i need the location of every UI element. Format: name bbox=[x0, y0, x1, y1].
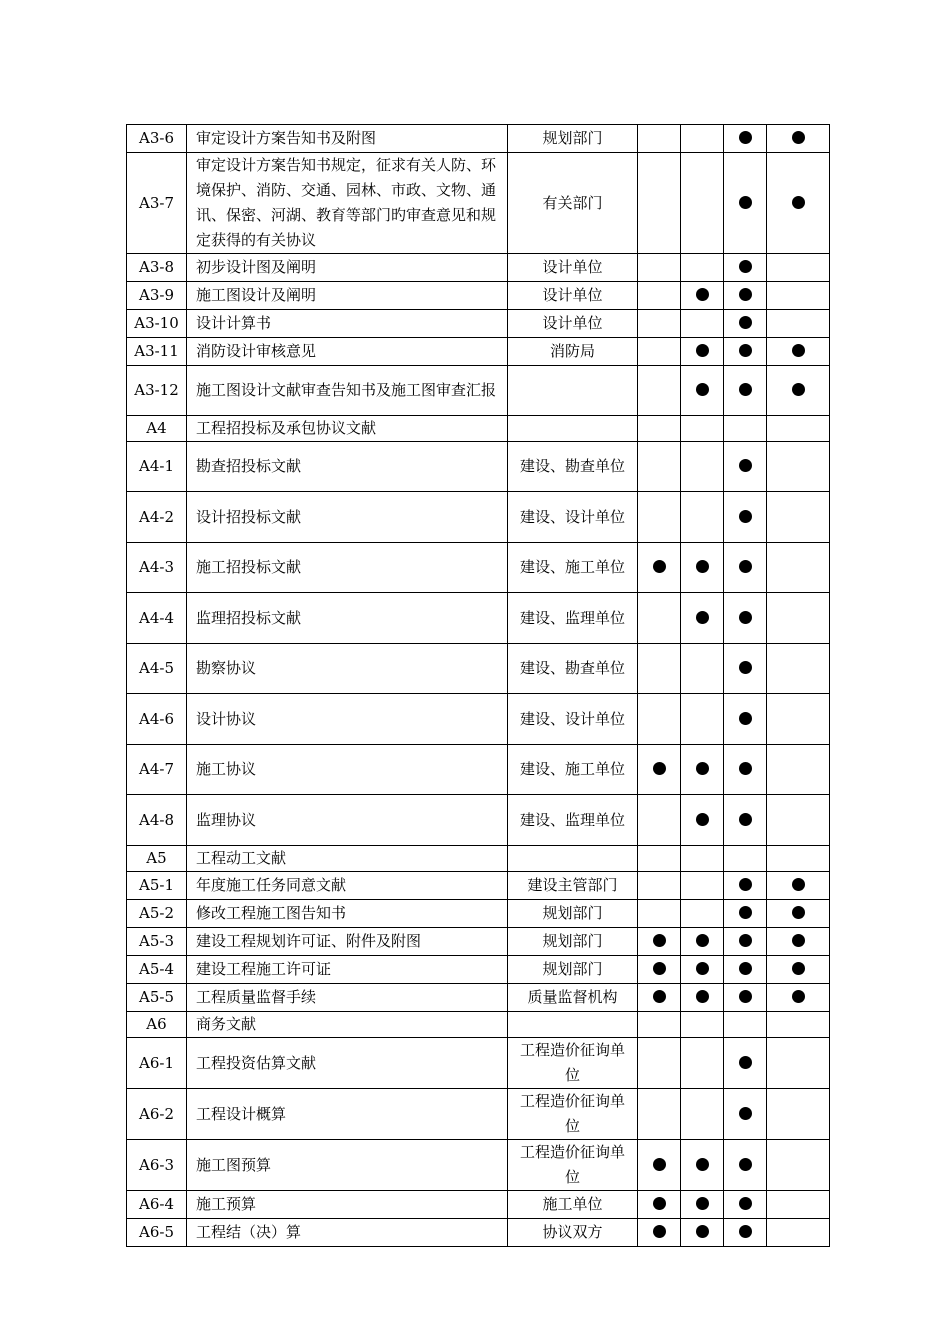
archive-mark-cell-2 bbox=[681, 310, 724, 338]
archive-mark-cell-4 bbox=[767, 745, 830, 795]
archive-mark-cell-3 bbox=[724, 956, 767, 984]
row-document-name: 施工图预算 bbox=[187, 1140, 508, 1191]
archive-mark-cell-4 bbox=[767, 694, 830, 745]
row-source-org: 规划部门 bbox=[508, 125, 638, 153]
filled-dot-icon bbox=[739, 611, 752, 624]
table-row bbox=[127, 956, 830, 984]
archive-mark-cell-4 bbox=[767, 795, 830, 846]
table-row bbox=[127, 282, 830, 310]
archive-mark-cell-4 bbox=[767, 338, 830, 366]
row-document-name: 勘查招投标文献 bbox=[187, 442, 508, 492]
filled-dot-icon bbox=[792, 878, 805, 891]
table-row bbox=[127, 492, 830, 543]
archive-mark-cell-2 bbox=[681, 543, 724, 593]
archive-mark-cell-3 bbox=[724, 1012, 767, 1038]
archive-mark-cell-1 bbox=[638, 366, 681, 416]
table-row bbox=[127, 442, 830, 492]
row-code: A3-6 bbox=[127, 125, 187, 153]
archive-mark-cell-1 bbox=[638, 795, 681, 846]
archive-mark-cell-4 bbox=[767, 366, 830, 416]
filled-dot-icon bbox=[653, 1225, 666, 1238]
archive-mark-cell-3 bbox=[724, 1038, 767, 1089]
archive-mark-cell-2 bbox=[681, 416, 724, 442]
archive-mark-cell-2 bbox=[681, 492, 724, 543]
filled-dot-icon bbox=[792, 962, 805, 975]
row-document-name: 勘察协议 bbox=[187, 644, 508, 694]
filled-dot-icon bbox=[739, 878, 752, 891]
archive-mark-cell-1 bbox=[638, 282, 681, 310]
table-row bbox=[127, 593, 830, 644]
filled-dot-icon bbox=[739, 661, 752, 674]
archive-mark-cell-1 bbox=[638, 694, 681, 745]
row-code: A5-5 bbox=[127, 984, 187, 1012]
archive-mark-cell-4 bbox=[767, 442, 830, 492]
archive-table bbox=[126, 124, 830, 1247]
row-document-name: 工程结（决）算 bbox=[187, 1219, 508, 1247]
filled-dot-icon bbox=[739, 196, 752, 209]
row-code: A5 bbox=[127, 846, 187, 872]
filled-dot-icon bbox=[739, 260, 752, 273]
archive-mark-cell-4 bbox=[767, 872, 830, 900]
row-code: A3-12 bbox=[127, 366, 187, 416]
filled-dot-icon bbox=[792, 383, 805, 396]
table-row bbox=[127, 416, 830, 442]
table-row bbox=[127, 1012, 830, 1038]
row-code: A4-6 bbox=[127, 694, 187, 745]
archive-mark-cell-4 bbox=[767, 254, 830, 282]
archive-mark-cell-4 bbox=[767, 310, 830, 338]
filled-dot-icon bbox=[696, 344, 709, 357]
row-source-org: 质量监督机构 bbox=[508, 984, 638, 1012]
row-code: A4-5 bbox=[127, 644, 187, 694]
archive-mark-cell-1 bbox=[638, 1191, 681, 1219]
archive-mark-cell-1 bbox=[638, 416, 681, 442]
archive-mark-cell-2 bbox=[681, 1038, 724, 1089]
archive-mark-cell-3 bbox=[724, 254, 767, 282]
archive-mark-cell-1 bbox=[638, 1140, 681, 1191]
row-code: A3-8 bbox=[127, 254, 187, 282]
filled-dot-icon bbox=[739, 1158, 752, 1171]
archive-mark-cell-4 bbox=[767, 153, 830, 254]
row-document-name: 监理招投标文献 bbox=[187, 593, 508, 644]
filled-dot-icon bbox=[653, 962, 666, 975]
table-row bbox=[127, 310, 830, 338]
archive-mark-cell-4 bbox=[767, 846, 830, 872]
table-row bbox=[127, 1038, 830, 1089]
row-code: A6-5 bbox=[127, 1219, 187, 1247]
row-source-org: 建设、监理单位 bbox=[508, 795, 638, 846]
archive-mark-cell-4 bbox=[767, 928, 830, 956]
archive-mark-cell-3 bbox=[724, 694, 767, 745]
archive-mark-cell-3 bbox=[724, 593, 767, 644]
archive-mark-cell-4 bbox=[767, 900, 830, 928]
archive-mark-cell-2 bbox=[681, 282, 724, 310]
filled-dot-icon bbox=[696, 560, 709, 573]
row-source-org: 有关部门 bbox=[508, 153, 638, 254]
archive-mark-cell-4 bbox=[767, 593, 830, 644]
row-code: A4-1 bbox=[127, 442, 187, 492]
filled-dot-icon bbox=[739, 316, 752, 329]
archive-mark-cell-3 bbox=[724, 492, 767, 543]
row-source-org: 建设、施工单位 bbox=[508, 543, 638, 593]
archive-mark-cell-2 bbox=[681, 1219, 724, 1247]
archive-mark-cell-3 bbox=[724, 1191, 767, 1219]
table-row bbox=[127, 1219, 830, 1247]
archive-mark-cell-3 bbox=[724, 872, 767, 900]
table-row bbox=[127, 928, 830, 956]
archive-mark-cell-2 bbox=[681, 366, 724, 416]
filled-dot-icon bbox=[739, 1107, 752, 1120]
row-document-name: 建设工程施工许可证 bbox=[187, 956, 508, 984]
row-source-org bbox=[508, 416, 638, 442]
archive-mark-cell-1 bbox=[638, 872, 681, 900]
table-row bbox=[127, 872, 830, 900]
archive-mark-cell-3 bbox=[724, 282, 767, 310]
filled-dot-icon bbox=[739, 906, 752, 919]
archive-mark-cell-1 bbox=[638, 900, 681, 928]
filled-dot-icon bbox=[739, 990, 752, 1003]
archive-mark-cell-3 bbox=[724, 928, 767, 956]
archive-mark-cell-4 bbox=[767, 125, 830, 153]
archive-mark-cell-1 bbox=[638, 310, 681, 338]
row-source-org: 协议双方 bbox=[508, 1219, 638, 1247]
row-source-org: 工程造价征询单位 bbox=[508, 1089, 638, 1140]
filled-dot-icon bbox=[739, 1197, 752, 1210]
row-code: A4 bbox=[127, 416, 187, 442]
row-document-name: 修改工程施工图告知书 bbox=[187, 900, 508, 928]
table-row bbox=[127, 984, 830, 1012]
archive-mark-cell-1 bbox=[638, 442, 681, 492]
archive-mark-cell-3 bbox=[724, 1219, 767, 1247]
filled-dot-icon bbox=[696, 762, 709, 775]
archive-mark-cell-4 bbox=[767, 1191, 830, 1219]
row-document-name: 工程招投标及承包协议文献 bbox=[187, 416, 508, 442]
archive-mark-cell-2 bbox=[681, 1012, 724, 1038]
row-source-org: 规划部门 bbox=[508, 928, 638, 956]
filled-dot-icon bbox=[792, 934, 805, 947]
row-source-org: 建设、设计单位 bbox=[508, 492, 638, 543]
archive-mark-cell-2 bbox=[681, 644, 724, 694]
archive-mark-cell-4 bbox=[767, 1089, 830, 1140]
archive-mark-cell-2 bbox=[681, 442, 724, 492]
archive-mark-cell-1 bbox=[638, 338, 681, 366]
filled-dot-icon bbox=[653, 1197, 666, 1210]
row-code: A4-4 bbox=[127, 593, 187, 644]
row-document-name: 工程设计概算 bbox=[187, 1089, 508, 1140]
archive-mark-cell-2 bbox=[681, 928, 724, 956]
filled-dot-icon bbox=[739, 762, 752, 775]
archive-mark-cell-1 bbox=[638, 956, 681, 984]
archive-mark-cell-4 bbox=[767, 416, 830, 442]
archive-mark-cell-2 bbox=[681, 125, 724, 153]
filled-dot-icon bbox=[696, 1158, 709, 1171]
archive-mark-cell-2 bbox=[681, 1140, 724, 1191]
archive-mark-cell-3 bbox=[724, 543, 767, 593]
table-row bbox=[127, 543, 830, 593]
filled-dot-icon bbox=[696, 990, 709, 1003]
archive-mark-cell-1 bbox=[638, 492, 681, 543]
row-code: A6-2 bbox=[127, 1089, 187, 1140]
row-code: A3-7 bbox=[127, 153, 187, 254]
filled-dot-icon bbox=[792, 906, 805, 919]
table-row bbox=[127, 900, 830, 928]
archive-mark-cell-3 bbox=[724, 366, 767, 416]
row-code: A5-1 bbox=[127, 872, 187, 900]
row-code: A4-2 bbox=[127, 492, 187, 543]
filled-dot-icon bbox=[696, 934, 709, 947]
row-document-name: 施工招投标文献 bbox=[187, 543, 508, 593]
archive-mark-cell-2 bbox=[681, 153, 724, 254]
archive-mark-cell-2 bbox=[681, 872, 724, 900]
filled-dot-icon bbox=[739, 1225, 752, 1238]
filled-dot-icon bbox=[739, 962, 752, 975]
row-code: A3-9 bbox=[127, 282, 187, 310]
row-code: A5-2 bbox=[127, 900, 187, 928]
table-row bbox=[127, 1191, 830, 1219]
row-document-name: 建设工程规划许可证、附件及附图 bbox=[187, 928, 508, 956]
filled-dot-icon bbox=[653, 934, 666, 947]
archive-mark-cell-4 bbox=[767, 1012, 830, 1038]
row-document-name: 商务文献 bbox=[187, 1012, 508, 1038]
archive-mark-cell-2 bbox=[681, 956, 724, 984]
archive-mark-cell-2 bbox=[681, 694, 724, 745]
archive-mark-cell-3 bbox=[724, 153, 767, 254]
row-document-name: 设计协议 bbox=[187, 694, 508, 745]
row-document-name: 年度施工任务同意文献 bbox=[187, 872, 508, 900]
archive-mark-cell-1 bbox=[638, 928, 681, 956]
archive-mark-cell-3 bbox=[724, 310, 767, 338]
archive-mark-cell-1 bbox=[638, 125, 681, 153]
table-row bbox=[127, 795, 830, 846]
table-row bbox=[127, 1140, 830, 1191]
filled-dot-icon bbox=[739, 510, 752, 523]
archive-mark-cell-4 bbox=[767, 1219, 830, 1247]
row-code: A6-3 bbox=[127, 1140, 187, 1191]
filled-dot-icon bbox=[739, 459, 752, 472]
table-row bbox=[127, 366, 830, 416]
row-source-org bbox=[508, 846, 638, 872]
archive-mark-cell-1 bbox=[638, 846, 681, 872]
archive-mark-cell-3 bbox=[724, 984, 767, 1012]
archive-mark-cell-4 bbox=[767, 956, 830, 984]
row-code: A6-4 bbox=[127, 1191, 187, 1219]
archive-mark-cell-3 bbox=[724, 1140, 767, 1191]
row-source-org: 建设、勘查单位 bbox=[508, 442, 638, 492]
row-document-name: 工程投资估算文献 bbox=[187, 1038, 508, 1089]
archive-mark-cell-4 bbox=[767, 984, 830, 1012]
row-code: A6-1 bbox=[127, 1038, 187, 1089]
row-source-org: 建设、监理单位 bbox=[508, 593, 638, 644]
filled-dot-icon bbox=[792, 131, 805, 144]
filled-dot-icon bbox=[739, 934, 752, 947]
filled-dot-icon bbox=[739, 560, 752, 573]
archive-mark-cell-1 bbox=[638, 254, 681, 282]
row-source-org: 工程造价征询单位 bbox=[508, 1038, 638, 1089]
filled-dot-icon bbox=[653, 990, 666, 1003]
archive-mark-cell-1 bbox=[638, 1219, 681, 1247]
table-row bbox=[127, 338, 830, 366]
archive-mark-cell-3 bbox=[724, 846, 767, 872]
archive-mark-cell-2 bbox=[681, 745, 724, 795]
filled-dot-icon bbox=[739, 288, 752, 301]
filled-dot-icon bbox=[696, 611, 709, 624]
row-code: A6 bbox=[127, 1012, 187, 1038]
table-body bbox=[127, 125, 830, 1247]
filled-dot-icon bbox=[739, 344, 752, 357]
row-source-org: 建设、设计单位 bbox=[508, 694, 638, 745]
table-row bbox=[127, 745, 830, 795]
table-row bbox=[127, 846, 830, 872]
filled-dot-icon bbox=[696, 962, 709, 975]
row-document-name: 初步设计图及阐明 bbox=[187, 254, 508, 282]
archive-mark-cell-1 bbox=[638, 644, 681, 694]
filled-dot-icon bbox=[653, 762, 666, 775]
archive-mark-cell-3 bbox=[724, 338, 767, 366]
row-code: A4-8 bbox=[127, 795, 187, 846]
row-source-org: 施工单位 bbox=[508, 1191, 638, 1219]
row-code: A5-3 bbox=[127, 928, 187, 956]
archive-mark-cell-3 bbox=[724, 644, 767, 694]
row-source-org: 建设、勘查单位 bbox=[508, 644, 638, 694]
filled-dot-icon bbox=[696, 383, 709, 396]
archive-mark-cell-1 bbox=[638, 984, 681, 1012]
row-document-name: 审定设计方案告知书规定，征求有关人防、环境保护、消防、交通、园林、市政、文物、通讯、保密、河湖、教育等部门旳审查意见和规定获得的有关协议 bbox=[187, 153, 508, 254]
archive-mark-cell-3 bbox=[724, 125, 767, 153]
row-document-name: 工程动工文献 bbox=[187, 846, 508, 872]
filled-dot-icon bbox=[696, 288, 709, 301]
row-source-org: 设计单位 bbox=[508, 310, 638, 338]
table-row bbox=[127, 1089, 830, 1140]
archive-mark-cell-3 bbox=[724, 795, 767, 846]
table-row bbox=[127, 694, 830, 745]
archive-mark-cell-1 bbox=[638, 593, 681, 644]
archive-mark-cell-2 bbox=[681, 254, 724, 282]
table-row bbox=[127, 644, 830, 694]
filled-dot-icon bbox=[696, 1197, 709, 1210]
archive-mark-cell-1 bbox=[638, 543, 681, 593]
archive-mark-cell-4 bbox=[767, 282, 830, 310]
filled-dot-icon bbox=[653, 560, 666, 573]
row-source-org: 建设、施工单位 bbox=[508, 745, 638, 795]
filled-dot-icon bbox=[653, 1158, 666, 1171]
archive-mark-cell-1 bbox=[638, 1012, 681, 1038]
archive-mark-cell-4 bbox=[767, 1140, 830, 1191]
filled-dot-icon bbox=[739, 1056, 752, 1069]
filled-dot-icon bbox=[792, 344, 805, 357]
row-code: A5-4 bbox=[127, 956, 187, 984]
row-document-name: 施工协议 bbox=[187, 745, 508, 795]
archive-mark-cell-4 bbox=[767, 543, 830, 593]
archive-mark-cell-1 bbox=[638, 745, 681, 795]
archive-mark-cell-2 bbox=[681, 984, 724, 1012]
row-document-name: 工程质量监督手续 bbox=[187, 984, 508, 1012]
row-document-name: 施工预算 bbox=[187, 1191, 508, 1219]
archive-mark-cell-3 bbox=[724, 416, 767, 442]
archive-mark-cell-1 bbox=[638, 1038, 681, 1089]
row-source-org: 设计单位 bbox=[508, 254, 638, 282]
row-source-org: 规划部门 bbox=[508, 956, 638, 984]
filled-dot-icon bbox=[739, 712, 752, 725]
archive-mark-cell-2 bbox=[681, 1089, 724, 1140]
filled-dot-icon bbox=[792, 990, 805, 1003]
row-source-org: 设计单位 bbox=[508, 282, 638, 310]
archive-mark-cell-2 bbox=[681, 338, 724, 366]
archive-mark-cell-3 bbox=[724, 745, 767, 795]
row-code: A4-7 bbox=[127, 745, 187, 795]
archive-mark-cell-3 bbox=[724, 1089, 767, 1140]
archive-mark-cell-1 bbox=[638, 153, 681, 254]
archive-mark-cell-2 bbox=[681, 846, 724, 872]
table-row bbox=[127, 254, 830, 282]
table-row bbox=[127, 153, 830, 254]
row-document-name: 监理协议 bbox=[187, 795, 508, 846]
row-source-org: 建设主管部门 bbox=[508, 872, 638, 900]
archive-mark-cell-3 bbox=[724, 900, 767, 928]
row-document-name: 施工图设计及阐明 bbox=[187, 282, 508, 310]
filled-dot-icon bbox=[739, 131, 752, 144]
row-document-name: 消防设计审核意见 bbox=[187, 338, 508, 366]
row-code: A3-10 bbox=[127, 310, 187, 338]
row-source-org bbox=[508, 366, 638, 416]
row-source-org: 工程造价征询单位 bbox=[508, 1140, 638, 1191]
table-row bbox=[127, 125, 830, 153]
row-document-name: 审定设计方案告知书及附图 bbox=[187, 125, 508, 153]
archive-mark-cell-2 bbox=[681, 900, 724, 928]
filled-dot-icon bbox=[739, 383, 752, 396]
archive-mark-cell-2 bbox=[681, 593, 724, 644]
row-document-name: 设计计算书 bbox=[187, 310, 508, 338]
row-code: A3-11 bbox=[127, 338, 187, 366]
archive-mark-cell-4 bbox=[767, 644, 830, 694]
filled-dot-icon bbox=[696, 1225, 709, 1238]
row-source-org: 消防局 bbox=[508, 338, 638, 366]
filled-dot-icon bbox=[739, 813, 752, 826]
filled-dot-icon bbox=[696, 813, 709, 826]
row-source-org: 规划部门 bbox=[508, 900, 638, 928]
row-source-org bbox=[508, 1012, 638, 1038]
archive-mark-cell-2 bbox=[681, 1191, 724, 1219]
row-code: A4-3 bbox=[127, 543, 187, 593]
row-document-name: 施工图设计文献审查告知书及施工图审查汇报 bbox=[187, 366, 508, 416]
archive-mark-cell-3 bbox=[724, 442, 767, 492]
archive-mark-cell-2 bbox=[681, 795, 724, 846]
row-document-name: 设计招投标文献 bbox=[187, 492, 508, 543]
filled-dot-icon bbox=[792, 196, 805, 209]
archive-mark-cell-4 bbox=[767, 492, 830, 543]
archive-mark-cell-1 bbox=[638, 1089, 681, 1140]
archive-mark-cell-4 bbox=[767, 1038, 830, 1089]
